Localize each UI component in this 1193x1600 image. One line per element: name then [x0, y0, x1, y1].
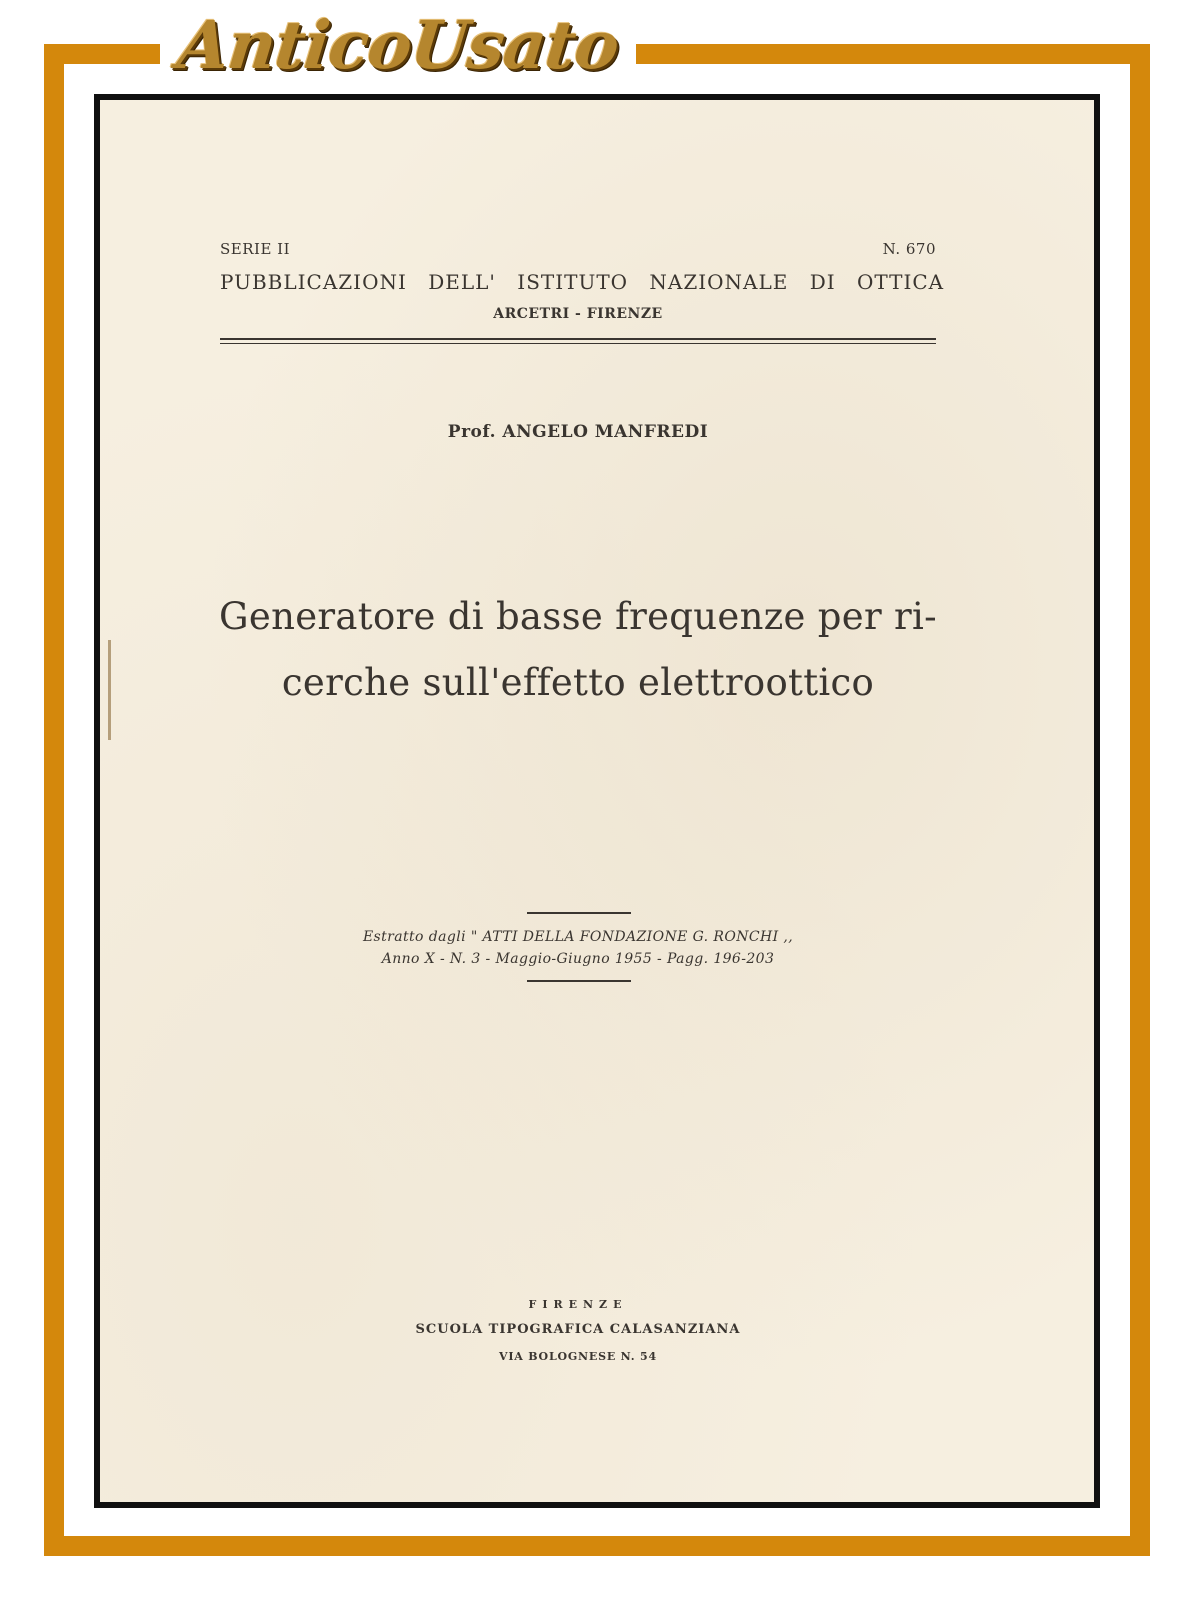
logo-text: AnticoUsato [173, 6, 623, 84]
staple-mark [108, 640, 111, 740]
title-line-1: Generatore di basse frequenze per ri- [219, 595, 937, 638]
document-page [94, 94, 1100, 1508]
publication-number: N. 670 [882, 240, 936, 258]
title-line-2: cerche sull'effetto elettroottico [281, 661, 875, 704]
extract-line-2: Anno X - N. 3 - Maggio-Giugno 1955 - Pagg. 196-203 [381, 951, 775, 967]
extract-line-1: Estratto dagli " ATTI DELLA FONDAZIONE G. RONCHI ,, [362, 929, 794, 945]
imprint-city: FIRENZE [528, 1298, 628, 1311]
author: Prof. ANGELO MANFREDI [447, 422, 709, 442]
series-label: SERIE II [220, 240, 291, 258]
extract-note [220, 926, 936, 970]
extract-rule-bottom [527, 980, 631, 982]
header-rule-bottom [220, 343, 936, 344]
header-rule-top [220, 338, 936, 340]
document-title [210, 584, 946, 716]
logo [160, 0, 636, 90]
imprint-printer: SCUOLA TIPOGRAFICA CALASANZIANA [415, 1322, 741, 1337]
publication-title: PUBBLICAZIONI DELL' ISTITUTO NAZIONALE DI OTTICA [220, 270, 945, 294]
extract-rule-top [527, 912, 631, 914]
imprint-address: VIA BOLOGNESE N. 54 [499, 1350, 657, 1363]
publication-location: ARCETRI - FIRENZE [493, 306, 663, 322]
